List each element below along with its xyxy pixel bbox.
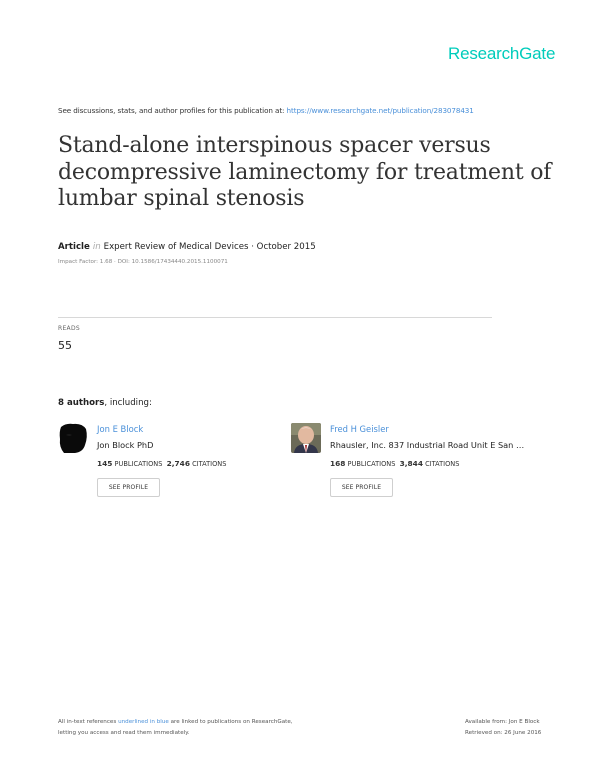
underlined-blue-text: underlined in blue — [118, 719, 169, 725]
see-profile-button[interactable]: SEE PROFILE — [330, 478, 393, 497]
divider — [58, 317, 492, 318]
title-line: lumbar spinal stenosis — [58, 186, 305, 211]
publication-url-link[interactable]: https://www.researchgate.net/publication/283078431 — [286, 106, 474, 115]
reads-label: READS — [58, 325, 80, 332]
footer-text: are linked to publications on ResearchGate, — [170, 719, 293, 725]
author-name-link[interactable]: Jon E Block — [97, 424, 144, 434]
authors-heading — [58, 398, 152, 408]
authors-count: 8 authors — [58, 398, 105, 408]
author-photo-icon — [291, 423, 321, 453]
author-institution: Jon Block PhD — [97, 440, 154, 450]
footer-line — [58, 717, 293, 728]
available-from: Available from: Jon E Block — [465, 719, 540, 725]
author-institution: Rhausler, Inc. 837 Industrial Road Unit E San … — [330, 440, 525, 450]
title-line: decompressive laminectomy for treatment of — [58, 159, 552, 185]
publication-meta — [58, 242, 316, 252]
avatar[interactable] — [291, 423, 321, 453]
footer-line: letting you access and read them immediately. — [58, 730, 190, 736]
authors-suffix: , including: — [104, 398, 152, 408]
publications-label: PUBLICATIONS — [114, 460, 163, 468]
discussion-prefix: See discussions, stats, and author profiles for this publication at: — [58, 106, 285, 115]
citations-label: CITATIONS — [425, 460, 460, 468]
citations-count: 2,746 — [166, 459, 190, 468]
author-stats — [330, 459, 459, 468]
title-line: Stand-alone interspinous spacer versus — [58, 133, 491, 158]
see-profile-button[interactable]: SEE PROFILE — [97, 478, 160, 497]
publications-count: 168 — [330, 459, 346, 468]
researchgate-logo[interactable]: ResearchGate — [448, 44, 556, 63]
publication-title — [58, 133, 558, 213]
discussion-line — [58, 106, 474, 115]
footer-availability — [465, 717, 541, 739]
footer-text: All in-text references — [58, 719, 117, 725]
author-name-link[interactable]: Fred H Geisler — [330, 424, 389, 434]
author-stats — [97, 459, 226, 468]
publications-label: PUBLICATIONS — [347, 460, 396, 468]
citations-label: CITATIONS — [192, 460, 227, 468]
in-label: in — [92, 242, 101, 252]
footer-note — [58, 717, 293, 739]
reads-count: 55 — [58, 339, 72, 352]
author-photo-icon — [58, 423, 88, 453]
publication-type: Article — [58, 242, 90, 252]
publications-count: 145 — [97, 459, 113, 468]
venue-date: Expert Review of Medical Devices · October 2015 — [103, 242, 316, 252]
impact-doi: Impact Factor: 1.68 · DOI: 10.1586/17434440.2015.1100071 — [58, 259, 228, 265]
avatar[interactable] — [58, 423, 88, 453]
citations-count: 3,844 — [399, 459, 423, 468]
retrieved-on: Retrieved on: 26 June 2016 — [465, 730, 542, 736]
